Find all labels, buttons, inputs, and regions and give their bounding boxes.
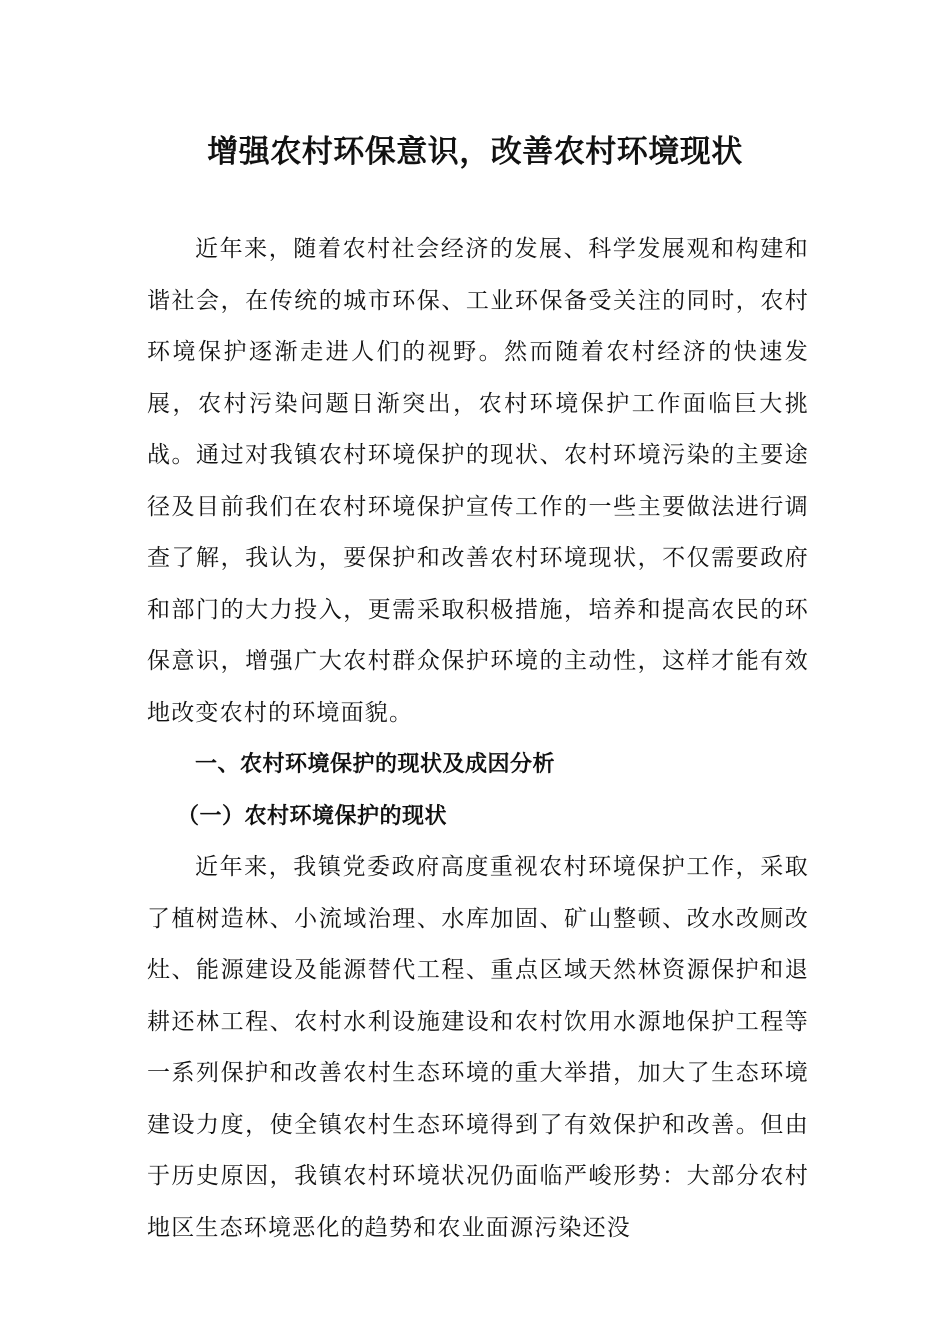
subsection-heading: （一）农村环境保护的现状 [177,803,448,829]
subsection-paragraph: 近年来，我镇党委政府高度重视农村环境保护工作，采取了植树造林、小流域治理、水库加固、矿山整顿、改水改厕改灶、能源建设及能源替代工程、重点区域天然林资源保护和退耕还林工程、农村水利设施建设和农村饮用水源地保护工程等一系列保护和改善农村生态环境的重大举措，加大了生态环境建设力度，使全镇农村生态环境得到了有效保护和改善。但由于历史原因，我镇农村环境状况仍面临严峻形势：大部分农村地区生态环境恶化的趋势和农业面源污染还没 [147,854,809,1241]
section-heading: 一、农村环境保护的现状及成因分析 [195,752,556,777]
intro-paragraph: 近年来，随着农村社会经济的发展、科学发展观和构建和谐社会，在传统的城市环保、工业环保备受关注的同时，农村环境保护逐渐走进人们的视野。然而随着农村经济的快速发展，农村污染问题日渐突出，农村环境保护工作面临巨大挑战。通过对我镇农村环境保护的现状、农村环境污染的主要途径及目前我们在农村环境保护宣传工作的一些主要做法进行调查了解，我认为，要保护和改善农村环境现状，不仅需要政府和部门的大力投入，更需采取积极措施，培养和提高农民的环保意识，增强广大农村群众保护环境的主动性，这样才能有效地改变农村的环境面貌。 [147,236,809,726]
document-body [147,224,809,1254]
document-title: 增强农村环保意识，改善农村环境现状 [207,134,743,170]
